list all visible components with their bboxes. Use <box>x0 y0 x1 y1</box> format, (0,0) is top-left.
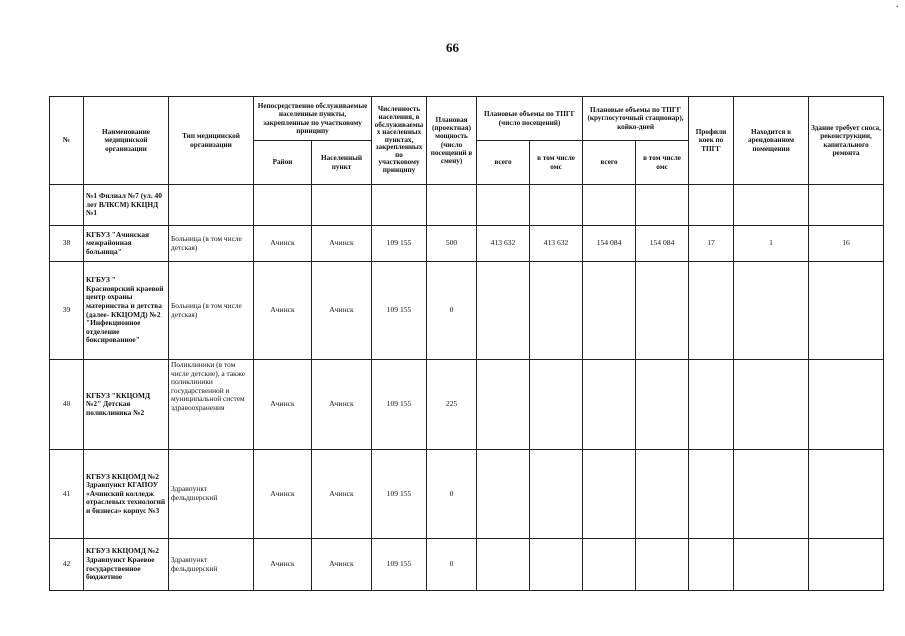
row-beds: 17 <box>689 226 734 262</box>
row-ip-total <box>583 450 636 539</box>
page-number: 66 <box>446 40 459 55</box>
row-district: Ачинск <box>254 262 312 360</box>
row-district: Ачинск <box>254 360 312 450</box>
table-row <box>50 450 884 539</box>
row-district: Ачинск <box>254 226 312 262</box>
row-op-total <box>477 262 530 360</box>
row-capacity: 500 <box>427 226 477 262</box>
row-beds <box>689 360 734 450</box>
row-ip-oms <box>636 539 689 591</box>
table-row <box>50 360 884 450</box>
row-population: 109 155 <box>372 450 427 539</box>
header-rented: Находится в арендованном помещении <box>734 97 809 185</box>
row-org-name: КГБУЗ "ККЦОМД №2" Детская поликлиника №2 <box>84 360 169 450</box>
row-rented: 1 <box>734 226 809 262</box>
row-beds <box>689 450 734 539</box>
row-population: 109 155 <box>372 539 427 591</box>
row-repair <box>809 185 884 226</box>
row-district <box>254 185 312 226</box>
header-served-points: Непосредственно обслуживаемые населенные пункты, закрепленные по участковому принципу <box>254 97 372 141</box>
row-settlement <box>312 185 372 226</box>
row-num: 40 <box>50 360 84 450</box>
header-district: Район <box>254 141 312 185</box>
row-num: 39 <box>50 262 84 360</box>
row-repair <box>809 262 884 360</box>
row-ip-total <box>583 185 636 226</box>
row-repair <box>809 539 884 591</box>
header-op-oms: в том числе омс <box>530 141 583 185</box>
row-population <box>372 185 427 226</box>
table-row <box>50 539 884 591</box>
facilities-table <box>49 96 884 591</box>
row-beds <box>689 539 734 591</box>
row-op-oms <box>530 185 583 226</box>
row-org-type: Больница (в том числе детская) <box>169 226 254 262</box>
row-org-name: КГБУЗ " Красноярский краевой центр охраны материнства и детства (далее- ККЦОМД) №2 "Инфекционное отделение боксированное" <box>84 262 169 360</box>
header-repair: Здание требует сноса, реконструкции, капитального ремонта <box>809 97 884 185</box>
row-population: 109 155 <box>372 360 427 450</box>
row-district: Ачинск <box>254 450 312 539</box>
row-num: 38 <box>50 226 84 262</box>
row-ip-oms <box>636 450 689 539</box>
row-org-name: КГБУЗ "Ачинская межрайонная больница" <box>84 226 169 262</box>
row-capacity: 225 <box>427 360 477 450</box>
row-op-oms <box>530 262 583 360</box>
row-org-type: Здравпункт фельдшерский <box>169 450 254 539</box>
row-org-type: Здравпункт фельдшерский <box>169 539 254 591</box>
row-capacity <box>427 185 477 226</box>
row-capacity: 0 <box>427 450 477 539</box>
row-org-name: №1 Филиал №7 (ул. 40 лет ВЛКСМ) ККЦНД №1 <box>84 185 169 226</box>
row-population: 109 155 <box>372 226 427 262</box>
header-op-total: всего <box>477 141 530 185</box>
row-num <box>50 185 84 226</box>
header-profile-beds: Профили коек по ТПГГ <box>689 97 734 185</box>
corner-mark: · <box>895 2 899 13</box>
row-rented <box>734 450 809 539</box>
header-outpatient-volume: Плановые объемы по ТПГГ (число посещений) <box>477 97 583 141</box>
row-rented <box>734 185 809 226</box>
table-row <box>50 262 884 360</box>
row-settlement: Ачинск <box>312 226 372 262</box>
header-ip-total: всего <box>583 141 636 185</box>
row-ip-oms <box>636 185 689 226</box>
table-row <box>50 185 884 226</box>
row-op-oms <box>530 539 583 591</box>
row-op-total: 413 632 <box>477 226 530 262</box>
row-settlement: Ачинск <box>312 262 372 360</box>
row-org-type: Поликлиники (в том числе детские), а также поликлиники государственной и муниципальной систем здравоохранения <box>169 360 254 450</box>
row-ip-oms: 154 084 <box>636 226 689 262</box>
row-op-oms <box>530 450 583 539</box>
row-num: 41 <box>50 450 84 539</box>
row-beds <box>689 262 734 360</box>
header-population: Численность населения, в обслуживаемых населенных пунктах, закрепленных по участковому принципу <box>372 97 427 185</box>
row-org-type <box>169 185 254 226</box>
row-rented <box>734 262 809 360</box>
row-population: 109 155 <box>372 262 427 360</box>
row-ip-total <box>583 539 636 591</box>
row-settlement: Ачинск <box>312 539 372 591</box>
row-beds <box>689 185 734 226</box>
header-num: № <box>50 97 84 185</box>
header-ip-oms: в том числе омс <box>636 141 689 185</box>
row-ip-oms <box>636 262 689 360</box>
row-settlement: Ачинск <box>312 360 372 450</box>
row-rented <box>734 539 809 591</box>
row-district: Ачинск <box>254 539 312 591</box>
row-rented <box>734 360 809 450</box>
row-ip-oms <box>636 360 689 450</box>
row-org-name: КГБУЗ ККЦОМД №2 Здравпункт Краевое государственное бюджетное <box>84 539 169 591</box>
header-settlement: Населенный пункт <box>312 141 372 185</box>
row-repair: 16 <box>809 226 884 262</box>
row-op-total <box>477 360 530 450</box>
row-num: 42 <box>50 539 84 591</box>
row-org-type: Больница (в том числе детская) <box>169 262 254 360</box>
row-ip-total: 154 084 <box>583 226 636 262</box>
row-ip-total <box>583 360 636 450</box>
header-org-name: Наименование медицинской организации <box>84 97 169 185</box>
row-settlement: Ачинск <box>312 450 372 539</box>
row-repair <box>809 360 884 450</box>
row-org-name: КГБУЗ ККЦОМД №2 Здравпункт КГАПОУ «Ачинский колледж отраслевых технологий и бизнеса» корпус №3 <box>84 450 169 539</box>
header-capacity: Плановая (проектная) мощность (число посещений в смену) <box>427 97 477 185</box>
table-row <box>50 226 884 262</box>
row-op-oms: 413 632 <box>530 226 583 262</box>
row-capacity: 0 <box>427 539 477 591</box>
row-repair <box>809 450 884 539</box>
header-org-type: Тип медицинской организации <box>169 97 254 185</box>
row-op-total <box>477 185 530 226</box>
row-op-total <box>477 539 530 591</box>
row-ip-total <box>583 262 636 360</box>
row-op-total <box>477 450 530 539</box>
row-op-oms <box>530 360 583 450</box>
header-inpatient-volume: Плановые объемы по ТПГГ (круглосуточный стационар), койко-дней <box>583 97 689 141</box>
row-capacity: 0 <box>427 262 477 360</box>
